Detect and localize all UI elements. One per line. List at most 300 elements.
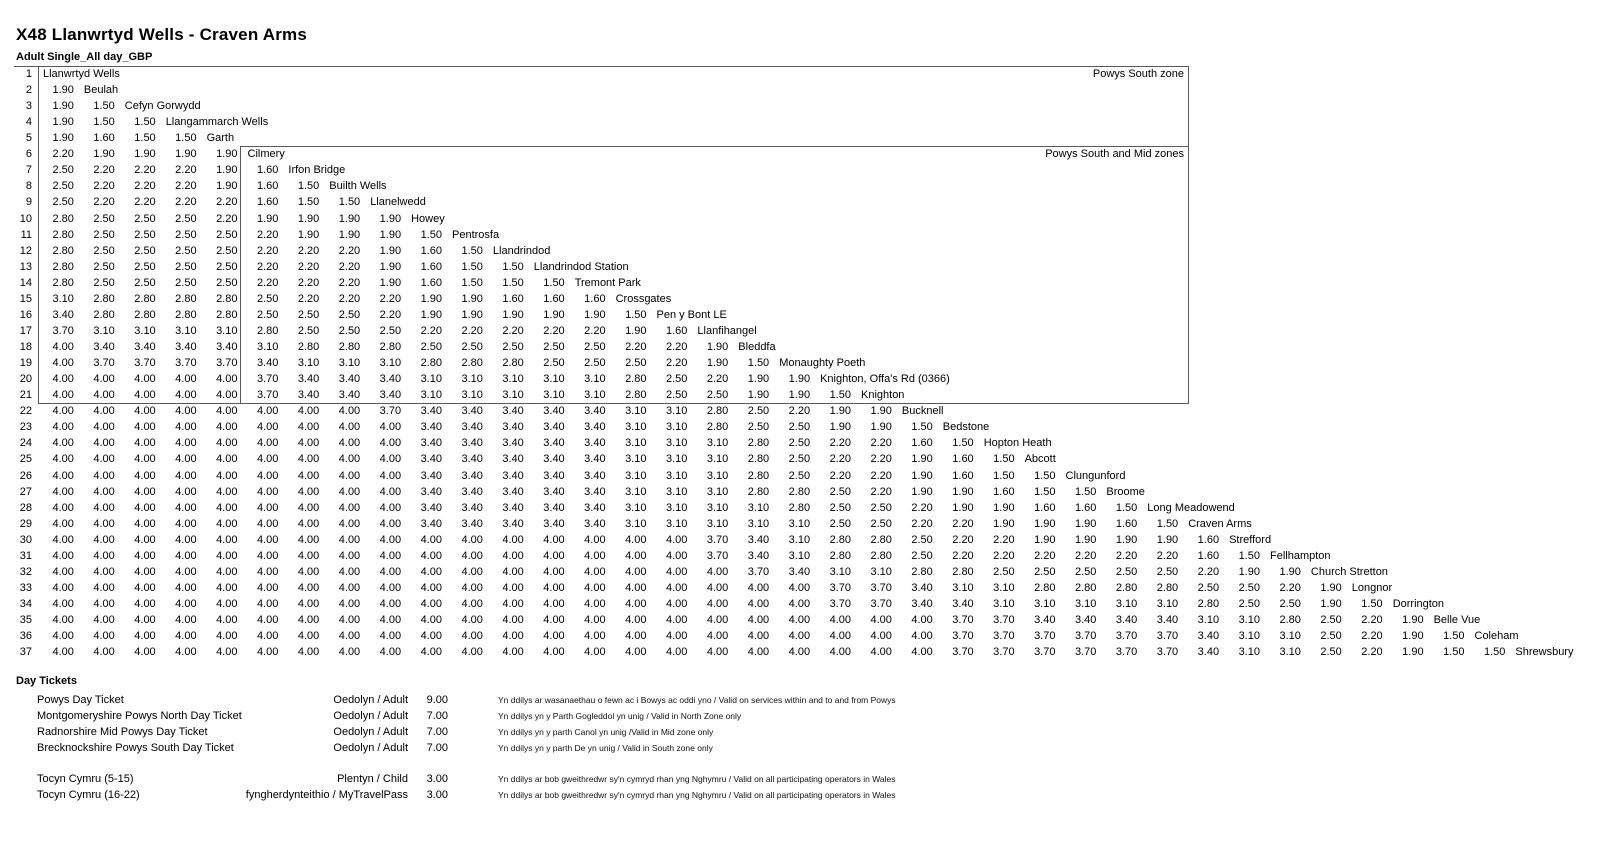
- fare-value: 4.00: [584, 597, 606, 610]
- fare-value: 4.00: [175, 501, 197, 514]
- fare-value: 4.00: [52, 614, 74, 627]
- fare-value: 4.00: [911, 614, 933, 627]
- fare-value: 3.10: [502, 373, 524, 386]
- fare-value: 4.00: [747, 581, 770, 594]
- fare-value: 1.50: [993, 469, 1015, 482]
- ticket-validity-note: Yn ddilys ar bob gweithredwr sy'n cymryd rhan yng Nghymru / Valid on all participating operators in Wales: [498, 790, 896, 800]
- fare-value: 2.50: [93, 228, 115, 241]
- fare-value: 3.40: [543, 501, 565, 514]
- fare-value: 1.50: [911, 421, 933, 434]
- fare-value: 2.50: [93, 212, 115, 225]
- fare-value: 2.50: [216, 244, 238, 257]
- fare-value: 4.00: [52, 389, 74, 402]
- fare-value: 3.40: [420, 421, 442, 434]
- row-number: 25: [19, 453, 32, 466]
- stage-name: Long Meadowend: [1147, 501, 1235, 514]
- fare-value: 4.00: [93, 485, 115, 498]
- fare-value: 1.90: [543, 308, 565, 321]
- fare-value: 2.50: [870, 501, 892, 514]
- fare-value: 2.50: [461, 341, 483, 354]
- fare-value: 3.40: [502, 453, 524, 466]
- fare-value: 4.00: [175, 597, 197, 610]
- fare-value: 3.40: [420, 469, 442, 482]
- fare-value: 4.00: [134, 389, 156, 402]
- fare-value: 2.80: [1279, 614, 1301, 627]
- fare-value: 1.90: [1402, 646, 1424, 659]
- fare-value: 4.00: [911, 646, 933, 659]
- fare-value: 3.70: [706, 533, 729, 546]
- fare-value: 2.20: [338, 292, 361, 305]
- fare-value: 1.90: [788, 389, 811, 402]
- fare-value: 3.40: [461, 421, 483, 434]
- fare-value: 3.10: [256, 341, 279, 354]
- fare-value: 3.70: [1034, 630, 1056, 643]
- fare-value: 4.00: [216, 630, 238, 643]
- fare-value: 2.50: [747, 421, 770, 434]
- fare-value: 4.00: [175, 517, 197, 530]
- ticket-price: 3.00: [426, 789, 448, 801]
- fare-value: 4.00: [543, 614, 565, 627]
- fare-value: 1.90: [502, 308, 524, 321]
- fare-value: 3.40: [338, 389, 361, 402]
- fare-value: 1.50: [338, 196, 361, 209]
- stage-name: Tremont Park: [574, 276, 641, 289]
- fare-value: 4.00: [256, 565, 279, 578]
- fare-value: 4.00: [93, 405, 115, 418]
- fare-value: 4.00: [502, 581, 524, 594]
- fare-value: 2.50: [829, 517, 851, 530]
- fare-value: 2.20: [870, 469, 892, 482]
- stage-name: Llandrindod Station: [533, 260, 629, 273]
- fare-row: [0, 82, 1600, 98]
- fare-value: 1.50: [297, 196, 320, 209]
- fare-value: 4.00: [502, 614, 524, 627]
- fare-value: 4.00: [502, 646, 524, 659]
- fare-value: 4.00: [216, 501, 238, 514]
- fare-value: 2.50: [379, 324, 402, 337]
- fare-value: 3.10: [788, 533, 811, 546]
- fare-value: 2.20: [952, 533, 974, 546]
- fare-value: 1.90: [788, 373, 811, 386]
- fare-value: 4.00: [52, 453, 74, 466]
- stage-name: Longnor: [1351, 581, 1393, 594]
- fare-value: 3.10: [788, 517, 811, 530]
- fare-value: 4.00: [788, 581, 811, 594]
- row-number: 4: [25, 116, 32, 129]
- fare-value: 4.00: [420, 614, 442, 627]
- fare-value: 4.00: [420, 646, 442, 659]
- fare-value: 4.00: [706, 597, 729, 610]
- fare-value: 4.00: [665, 646, 688, 659]
- fare-value: 2.20: [338, 276, 361, 289]
- fare-value: 4.00: [420, 533, 442, 546]
- fare-value: 3.70: [993, 630, 1015, 643]
- fare-value: 4.00: [543, 549, 565, 562]
- stage-name: Llanelwedd: [370, 196, 426, 209]
- fare-value: 3.40: [911, 597, 933, 610]
- fare-value: 1.90: [420, 292, 442, 305]
- row-number: 21: [19, 389, 32, 402]
- fare-value: 4.00: [338, 517, 361, 530]
- stage-name: Howey: [411, 212, 445, 225]
- row-number: 14: [19, 276, 32, 289]
- fare-value: 3.40: [461, 469, 483, 482]
- fare-value: 4.00: [297, 437, 320, 450]
- fare-value: 4.00: [256, 533, 279, 546]
- fare-value: 4.00: [829, 646, 851, 659]
- fare-value: 2.50: [216, 260, 238, 273]
- fare-value: 3.40: [584, 501, 606, 514]
- fare-value: 4.00: [256, 517, 279, 530]
- fare-row: [0, 644, 1600, 660]
- fare-value: 4.00: [175, 533, 197, 546]
- fare-value: 3.40: [584, 485, 606, 498]
- fare-value: 1.90: [379, 212, 402, 225]
- fare-value: 4.00: [297, 597, 320, 610]
- fare-value: 4.00: [461, 630, 483, 643]
- stage-name: Knighton: [861, 389, 905, 402]
- fare-value: 1.90: [175, 148, 197, 161]
- fare-value: 4.00: [625, 565, 647, 578]
- fare-value: 3.40: [297, 373, 320, 386]
- fare-value: 3.10: [584, 389, 606, 402]
- fare-value: 2.50: [788, 469, 811, 482]
- fare-value: 4.00: [870, 614, 892, 627]
- stage-name: Llanwrtyd Wells: [43, 68, 120, 80]
- fare-row: [0, 451, 1600, 467]
- fare-value: 4.00: [93, 630, 115, 643]
- fare-value: 4.00: [461, 614, 483, 627]
- fare-value: 3.40: [584, 469, 606, 482]
- fare-value: 4.00: [543, 597, 565, 610]
- fare-value: 3.10: [747, 501, 770, 514]
- row-number: 33: [19, 581, 32, 594]
- fare-value: 3.40: [543, 421, 565, 434]
- fare-value: 4.00: [175, 389, 197, 402]
- fare-value: 2.80: [297, 341, 320, 354]
- fare-value: 4.00: [93, 453, 115, 466]
- fare-value: 4.00: [175, 469, 197, 482]
- fare-value: 3.40: [1074, 614, 1097, 627]
- fare-value: 2.20: [93, 164, 115, 177]
- fare-value: 2.20: [502, 324, 524, 337]
- fare-value: 3.40: [543, 517, 565, 530]
- fare-value: 1.50: [1156, 517, 1179, 530]
- fare-value: 2.80: [134, 308, 156, 321]
- fare-value: 3.70: [216, 357, 238, 370]
- fare-value: 3.70: [256, 389, 279, 402]
- fare-value: 3.10: [952, 581, 974, 594]
- fare-value: 4.00: [297, 469, 320, 482]
- fare-value: 3.10: [175, 324, 197, 337]
- stage-name: Crossgates: [615, 292, 672, 305]
- fare-value: 2.80: [1034, 581, 1056, 594]
- fare-value: 1.90: [52, 84, 74, 97]
- fare-value: 2.50: [788, 437, 811, 450]
- stage-name: Abcott: [1024, 453, 1056, 466]
- fare-value: 3.40: [461, 501, 483, 514]
- row-number: 9: [25, 196, 32, 209]
- fare-value: 4.00: [502, 597, 524, 610]
- zone-box-bottom-border: [38, 403, 1189, 404]
- row-number: 23: [19, 421, 32, 434]
- fare-value: 4.00: [584, 630, 606, 643]
- row-number: 5: [25, 132, 32, 145]
- fare-value: 3.40: [543, 437, 565, 450]
- fare-value: 1.90: [747, 373, 770, 386]
- fare-value: 4.00: [52, 517, 74, 530]
- fare-value: 2.20: [256, 260, 279, 273]
- fare-value: 3.10: [706, 501, 729, 514]
- fare-value: 4.00: [747, 646, 770, 659]
- fare-value: 3.10: [297, 357, 320, 370]
- row-number: 6: [25, 148, 32, 161]
- fare-value: 3.10: [543, 373, 565, 386]
- fare-value: 1.90: [747, 389, 770, 402]
- fare-value: 4.00: [420, 565, 442, 578]
- fare-value: 2.80: [1156, 581, 1179, 594]
- fare-value: 1.60: [420, 276, 442, 289]
- fare-value: 4.00: [502, 630, 524, 643]
- fare-value: 1.90: [1034, 517, 1056, 530]
- row-number: 2: [25, 84, 32, 97]
- fare-value: 1.50: [543, 276, 565, 289]
- stage-name: Shrewsbury: [1515, 646, 1574, 659]
- fare-value: 4.00: [297, 453, 320, 466]
- fare-value: 3.70: [52, 324, 74, 337]
- fare-value: 1.60: [584, 292, 606, 305]
- fare-value: 2.20: [829, 469, 851, 482]
- fare-value: 4.00: [502, 533, 524, 546]
- fare-value: 4.00: [502, 565, 524, 578]
- fare-value: 3.40: [502, 517, 524, 530]
- fare-value: 1.60: [1074, 501, 1097, 514]
- fare-value: 3.10: [706, 453, 729, 466]
- fare-value: 2.50: [625, 357, 647, 370]
- fare-value: 1.90: [1402, 614, 1424, 627]
- fare-value: 4.00: [52, 646, 74, 659]
- zone2-box-left-border: [240, 146, 241, 404]
- fare-value: 2.80: [52, 260, 74, 273]
- day-ticket-row: [0, 692, 1600, 708]
- zone-label-powys-south-mid: Powys South and Mid zones: [1045, 148, 1184, 161]
- fare-value: 2.20: [175, 164, 197, 177]
- fare-value: 4.00: [134, 614, 156, 627]
- fare-value: 2.80: [1115, 581, 1138, 594]
- fare-value: 4.00: [175, 437, 197, 450]
- fare-value: 2.80: [52, 276, 74, 289]
- fare-value: 4.00: [665, 630, 688, 643]
- stage-name: Irfon Bridge: [288, 164, 346, 177]
- fare-value: 2.50: [1238, 581, 1260, 594]
- fare-value: 4.00: [297, 646, 320, 659]
- fare-value: 3.40: [788, 565, 811, 578]
- fare-value: 4.00: [870, 646, 892, 659]
- fare-value: 3.10: [379, 357, 402, 370]
- fare-value: 3.10: [625, 485, 647, 498]
- fare-value: 2.80: [175, 308, 197, 321]
- fare-value: 4.00: [625, 597, 647, 610]
- fare-value: 4.00: [216, 421, 238, 434]
- fare-value: 4.00: [175, 485, 197, 498]
- fare-value: 3.10: [625, 437, 647, 450]
- fare-value: 3.70: [747, 565, 770, 578]
- stage-name: Bedstone: [942, 421, 990, 434]
- row-number: 12: [19, 244, 32, 257]
- fare-value: 4.00: [297, 614, 320, 627]
- fare-value: 4.00: [625, 533, 647, 546]
- fare-value: 4.00: [52, 421, 74, 434]
- fare-value: 4.00: [338, 581, 361, 594]
- fare-value: 4.00: [297, 565, 320, 578]
- fare-value: 1.90: [379, 260, 402, 273]
- fare-value: 2.20: [297, 276, 320, 289]
- stage-name: Llanfihangel: [697, 324, 757, 337]
- fare-value: 4.00: [625, 614, 647, 627]
- fare-value: 1.60: [1197, 549, 1220, 562]
- fare-value: 1.60: [993, 485, 1015, 498]
- fare-value: 1.50: [461, 260, 483, 273]
- fare-row: [0, 500, 1600, 516]
- fare-value: 2.20: [461, 324, 483, 337]
- fare-value: 3.10: [420, 389, 442, 402]
- zone-box-right-border: [1188, 66, 1189, 404]
- fare-value: 4.00: [706, 565, 729, 578]
- ticket-name: Tocyn Cymru (5-15): [37, 773, 134, 785]
- fare-value: 3.10: [1034, 597, 1056, 610]
- fare-value: 3.70: [1156, 630, 1179, 643]
- stage-name: Hopton Heath: [983, 437, 1052, 450]
- fare-value: 1.50: [1443, 646, 1465, 659]
- fare-value: 4.00: [216, 646, 238, 659]
- fare-value: 3.10: [625, 469, 647, 482]
- fare-value: 4.00: [134, 501, 156, 514]
- fare-value: 4.00: [338, 565, 361, 578]
- ticket-validity-note: Yn ddilys ar bob gweithredwr sy'n cymryd rhan yng Nghymru / Valid on all participating operators in Wales: [498, 774, 896, 784]
- fare-value: 3.40: [461, 437, 483, 450]
- fare-value: 3.10: [829, 565, 851, 578]
- page-title: X48 Llanwrtyd Wells - Craven Arms: [16, 25, 307, 44]
- fare-value: 3.70: [829, 597, 851, 610]
- fare-value: 1.50: [297, 180, 320, 193]
- fare-value: 2.50: [93, 260, 115, 273]
- fare-value: 4.00: [52, 565, 74, 578]
- fare-value: 4.00: [338, 597, 361, 610]
- fare-value: 4.00: [584, 581, 606, 594]
- fare-value: 2.20: [256, 276, 279, 289]
- fare-value: 3.40: [379, 389, 402, 402]
- fare-value: 1.90: [911, 453, 933, 466]
- fare-value: 4.00: [216, 517, 238, 530]
- fare-value: 4.00: [461, 565, 483, 578]
- fare-value: 2.50: [134, 228, 156, 241]
- day-ticket-row: [0, 787, 1600, 803]
- fare-value: 4.00: [134, 565, 156, 578]
- fare-value: 4.00: [379, 453, 402, 466]
- fare-value: 2.50: [134, 276, 156, 289]
- fare-value: 4.00: [584, 614, 606, 627]
- fare-value: 3.40: [256, 357, 279, 370]
- fare-value: 4.00: [543, 565, 565, 578]
- fare-value: 4.00: [665, 565, 688, 578]
- fare-value: 2.20: [706, 373, 729, 386]
- fare-value: 4.00: [338, 421, 361, 434]
- fare-value: 4.00: [338, 485, 361, 498]
- fare-value: 3.10: [665, 437, 688, 450]
- fare-value: 3.10: [1115, 597, 1138, 610]
- stage-name: Cefyn Gorwydd: [124, 100, 201, 113]
- fare-value: 4.00: [543, 630, 565, 643]
- fare-value: 3.70: [993, 646, 1015, 659]
- fare-value: 4.00: [379, 614, 402, 627]
- fare-row: [0, 516, 1600, 532]
- fare-value: 4.00: [93, 501, 115, 514]
- fare-value: 4.00: [297, 517, 320, 530]
- day-ticket-row: [0, 708, 1600, 724]
- fare-value: 3.10: [1156, 597, 1179, 610]
- fare-value: 3.10: [665, 421, 688, 434]
- fare-value: 3.70: [952, 630, 974, 643]
- fare-value: 3.10: [870, 565, 892, 578]
- fare-value: 3.40: [379, 373, 402, 386]
- fare-value: 4.00: [93, 565, 115, 578]
- fare-value: 2.20: [379, 292, 402, 305]
- fare-value: 2.80: [461, 357, 483, 370]
- fare-row: [0, 564, 1600, 580]
- fare-value: 1.90: [584, 308, 606, 321]
- fare-value: 3.10: [134, 324, 156, 337]
- stage-name: Belle Vue: [1433, 614, 1481, 627]
- fare-value: 2.50: [911, 533, 933, 546]
- fare-value: 4.00: [134, 405, 156, 418]
- fare-value: 4.00: [338, 405, 361, 418]
- row-number: 13: [19, 260, 32, 273]
- fare-row: [0, 468, 1600, 484]
- stage-name: Church Stretton: [1310, 565, 1388, 578]
- fare-row: [0, 114, 1600, 130]
- fare-value: 2.80: [52, 244, 74, 257]
- fare-value: 4.00: [706, 630, 729, 643]
- fare-value: 4.00: [829, 630, 851, 643]
- fare-value: 2.20: [993, 549, 1015, 562]
- fare-value: 1.60: [256, 164, 279, 177]
- fare-value: 3.10: [625, 453, 647, 466]
- fare-value: 2.50: [1320, 630, 1342, 643]
- fare-row: [0, 548, 1600, 564]
- fare-value: 3.40: [502, 421, 524, 434]
- fare-value: 1.90: [379, 244, 402, 257]
- fare-value: 3.10: [625, 517, 647, 530]
- ticket-validity-note: Yn ddilys yn y parth De yn unig / Valid in South zone only: [498, 743, 713, 753]
- fare-value: 1.90: [216, 164, 238, 177]
- fare-value: 3.10: [625, 501, 647, 514]
- stage-name: Llandrindod: [492, 244, 551, 257]
- row-number: 19: [19, 357, 32, 370]
- fare-value: 3.40: [216, 341, 238, 354]
- fare-value: 4.00: [216, 389, 238, 402]
- fare-value: 4.00: [256, 405, 279, 418]
- fare-value: 3.40: [543, 405, 565, 418]
- fare-value: 2.50: [584, 357, 606, 370]
- fare-value: 4.00: [134, 630, 156, 643]
- fare-value: 1.60: [256, 180, 279, 193]
- fare-value: 2.50: [543, 357, 565, 370]
- fare-value: 2.80: [338, 341, 361, 354]
- ticket-passenger-type: fyngherdynteithio / MyTravelPass: [245, 789, 408, 801]
- fare-row: [0, 403, 1600, 419]
- fare-value: 1.60: [952, 453, 974, 466]
- fare-value: 3.40: [420, 517, 442, 530]
